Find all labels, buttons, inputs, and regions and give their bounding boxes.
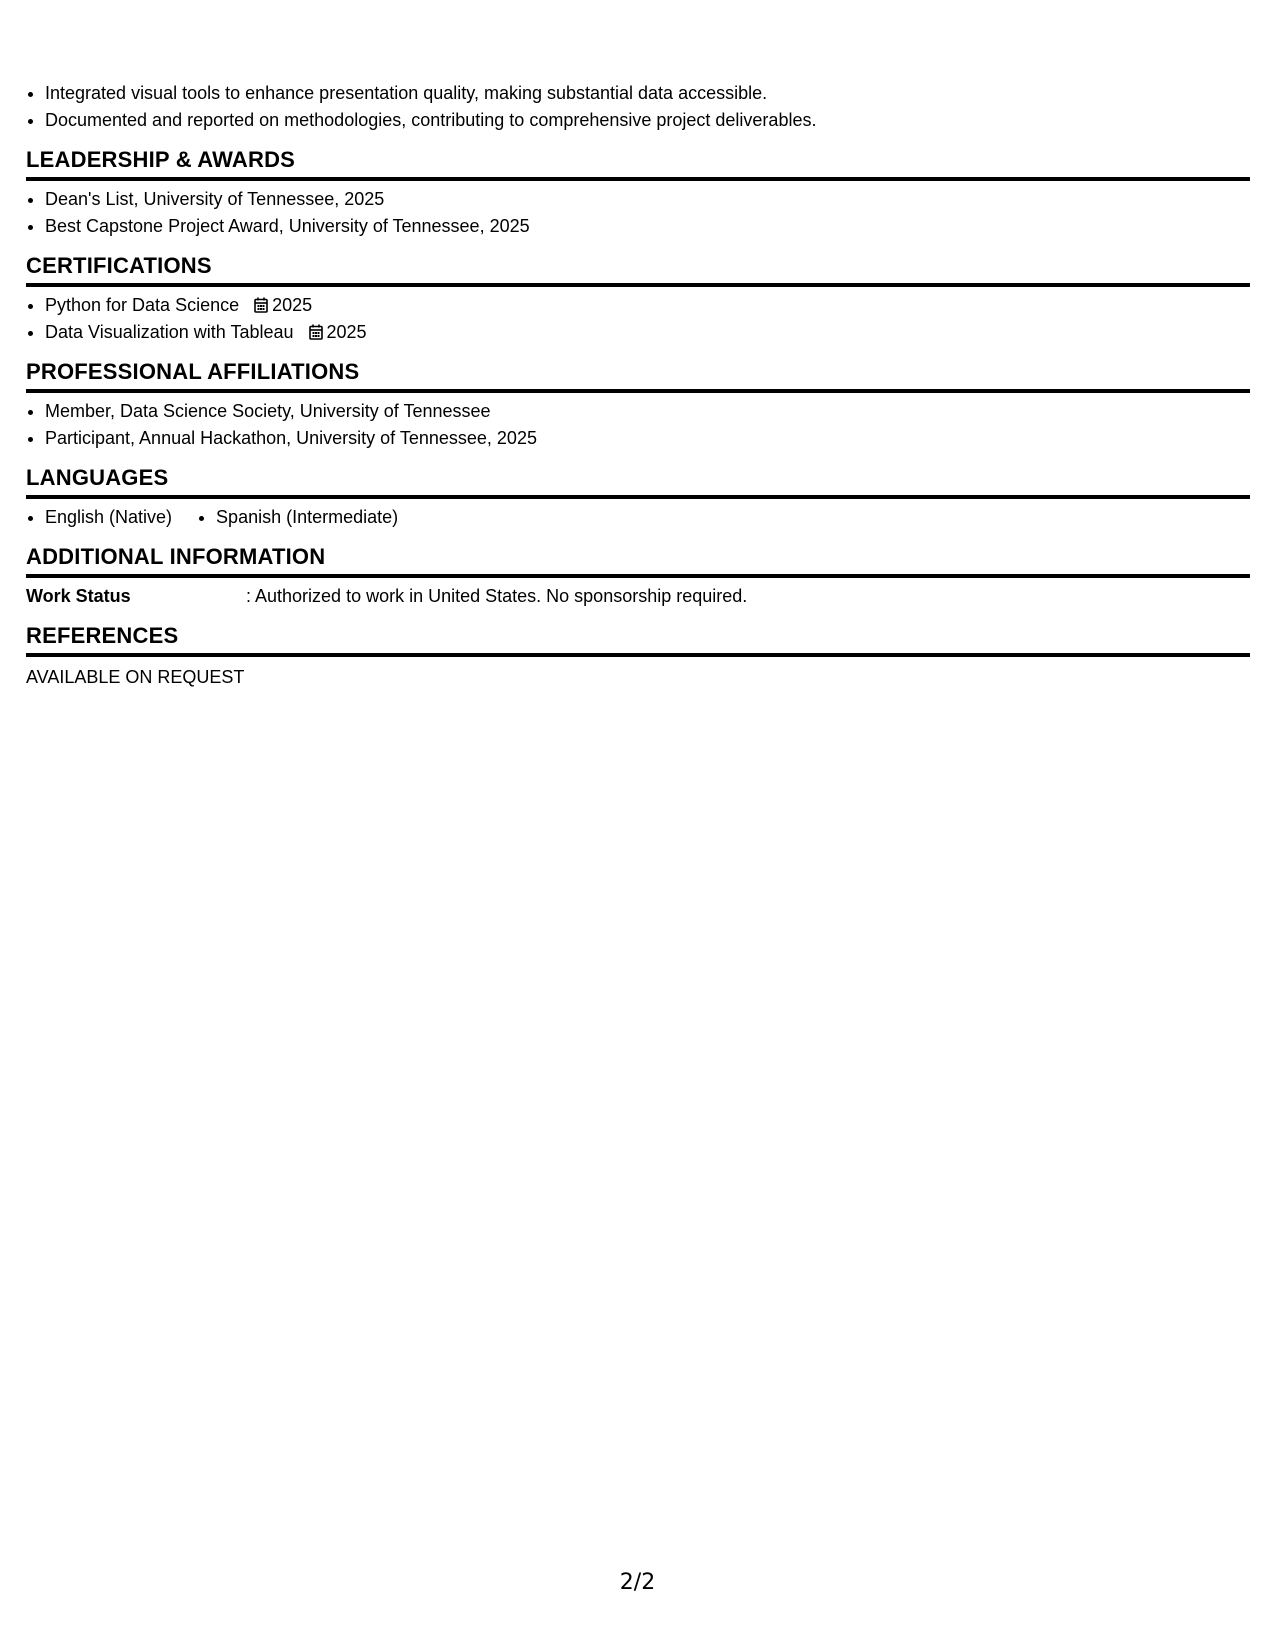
- calendar-icon: [254, 297, 268, 313]
- section-title-additional-info: ADDITIONAL INFORMATION: [26, 543, 1250, 578]
- list-item: • Participant, Annual Hackathon, University of Tennessee, 2025: [45, 425, 1250, 452]
- list-item: • Best Capstone Project Award, University of Tennessee, 2025: [45, 213, 1250, 240]
- section-title-references: REFERENCES: [26, 622, 1250, 657]
- additional-info-section: [26, 543, 1250, 610]
- certification-item: [45, 319, 1250, 346]
- experience-bullet: • Documented and reported on methodologies, contributing to comprehensive project deliverables.: [45, 107, 1250, 134]
- section-title-affiliations: PROFESSIONAL AFFILIATIONS: [26, 358, 1250, 393]
- list-item: • Member, Data Science Society, University of Tennessee: [45, 398, 1250, 425]
- calendar-icon: [309, 324, 323, 340]
- certification-year: 2025: [326, 322, 367, 342]
- leadership-list: [26, 186, 1250, 240]
- languages-list: [26, 504, 1250, 531]
- page-number: 2/2: [619, 1570, 656, 1595]
- certification-name: Data Visualization with Tableau: [45, 322, 294, 342]
- experience-bullet-list: [26, 80, 1250, 134]
- language-item: • Spanish (Intermediate): [216, 504, 398, 531]
- affiliations-list: [26, 398, 1250, 452]
- certification-name: Python for Data Science: [45, 295, 240, 315]
- certifications-list: [26, 292, 1250, 346]
- experience-bullet: • Integrated visual tools to enhance presentation quality, making substantial data accessible.: [45, 80, 1250, 107]
- work-status-label: Work Status: [26, 586, 131, 606]
- certifications-section: [26, 252, 1250, 346]
- work-status-value: : Authorized to work in United States. No sponsorship required.: [246, 586, 748, 606]
- section-title-certifications: CERTIFICATIONS: [26, 252, 1250, 287]
- languages-section: [26, 464, 1250, 531]
- section-title-leadership: LEADERSHIP & AWARDS: [26, 146, 1250, 181]
- resume-page: [26, 80, 1250, 691]
- work-status-row: [26, 583, 1250, 610]
- certification-item: [45, 292, 1250, 319]
- list-item: • Dean's List, University of Tennessee, 2025: [45, 186, 1250, 213]
- certification-year: 2025: [272, 295, 313, 315]
- language-item: • English (Native): [45, 504, 172, 531]
- section-title-languages: LANGUAGES: [26, 464, 1250, 499]
- references-section: [26, 622, 1250, 691]
- leadership-section: [26, 146, 1250, 240]
- references-text: AVAILABLE ON REQUEST: [26, 667, 245, 687]
- affiliations-section: [26, 358, 1250, 452]
